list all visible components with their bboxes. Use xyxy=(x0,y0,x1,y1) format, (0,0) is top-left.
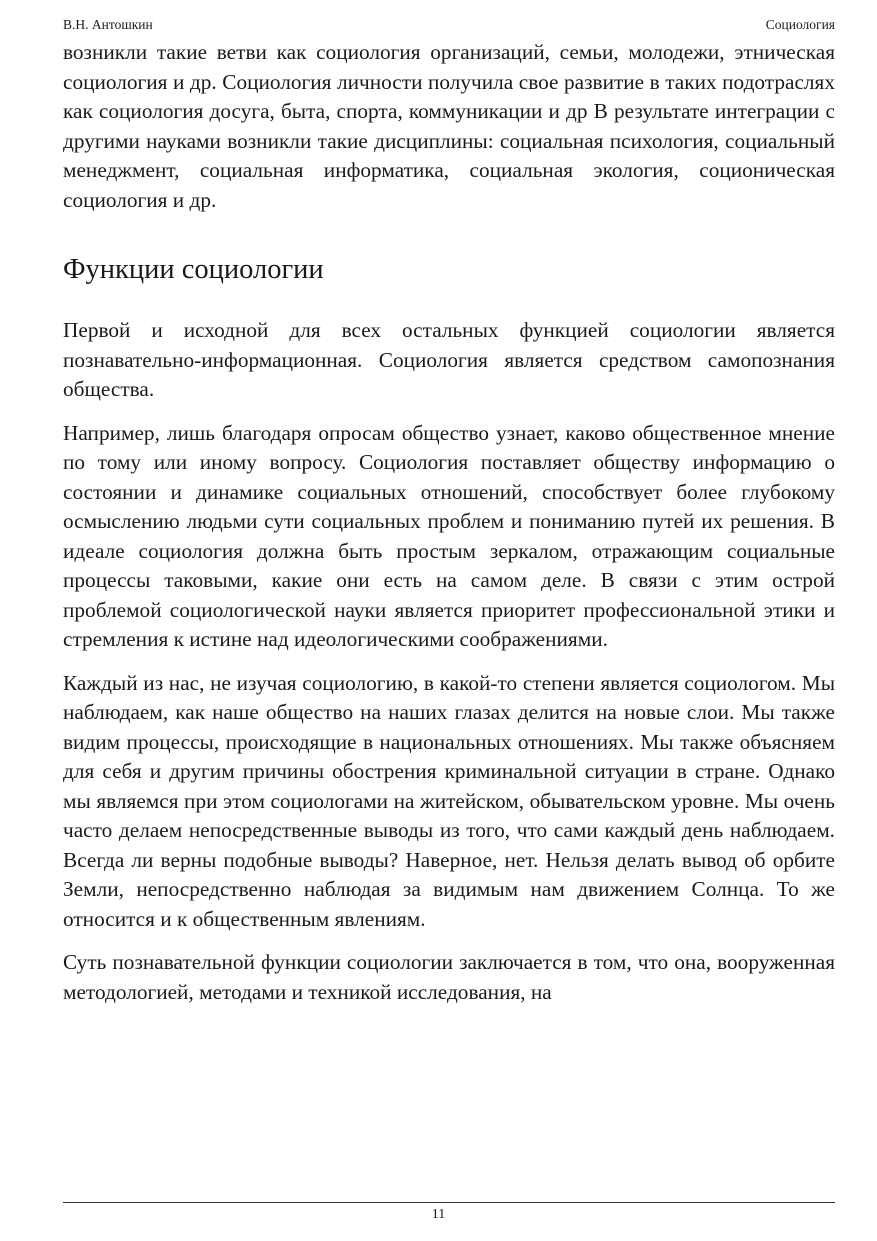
header-author: В.Н. Антошкин xyxy=(63,17,153,32)
paragraph-4: Суть познавательной функции социологии заключается в том, что она, вооруженная методологией, методами и техникой исследования, на xyxy=(63,950,835,1004)
running-header xyxy=(63,16,835,34)
footer-divider xyxy=(63,1202,835,1203)
paragraph-3: Каждый из нас, не изучая социологию, в какой-то степени является социологом. Мы наблюдаем, как наше общество на наших глазах делится на новые слои. Мы также видим процессы, происходящие в национальных отношениях. Мы также объясняем для себя и другим причины обострения криминальной ситуации в стране. Однако мы являемся при этом социологами на житейском, обывательском уровне. Мы очень часто делаем непосредственные выводы из того, что сами каждый день наблюдаем. Всегда ли верны подобные выводы? Наверное, нет. Нельзя делать вывод об орбите Земли, непосредственно наблюдая за видимым нам движением Солнца. То же относится и к общественным явлениям. xyxy=(63,670,835,931)
page-number: 11 xyxy=(431,1207,446,1222)
paragraph-2: Например, лишь благодаря опросам общество узнает, каково общественное мнение по тому или иному вопросу. Социология поставляет обществу информацию о состоянии и динамике социальных отношений, способствует более глубокому осмыслению людьми сути социальных проблем и пониманию путей их решения. В идеале социология должна быть простым зеркалом, отражающим социальные процессы таковыми, какие они есть на самом деле. В связи с этим острой проблемой социологической науки является приоритет профессиональной этики и стремления к истине над идеологическими соображениями. xyxy=(63,420,835,651)
section-heading: Функции социологии xyxy=(63,254,324,285)
intro-paragraph: возникли такие ветви как социология организаций, семьи, молодежи, этническая социология и др. Социология личности получила свое развитие в таких подотраслях как социология досуга, быта, спорта, коммуникации и др В результате интеграции с другими науками возникли такие дисциплины: социальная психология, социальный менеджмент, социальная информатика, социальная экология, соционическая социология и др. xyxy=(63,40,835,212)
paragraph-1: Первой и исходной для всех остальных функцией социологии является познавательно-информационная. Социология является средством самопознания общества. xyxy=(63,318,835,401)
page-body xyxy=(63,38,835,1007)
header-book-title: Социология xyxy=(765,17,835,32)
